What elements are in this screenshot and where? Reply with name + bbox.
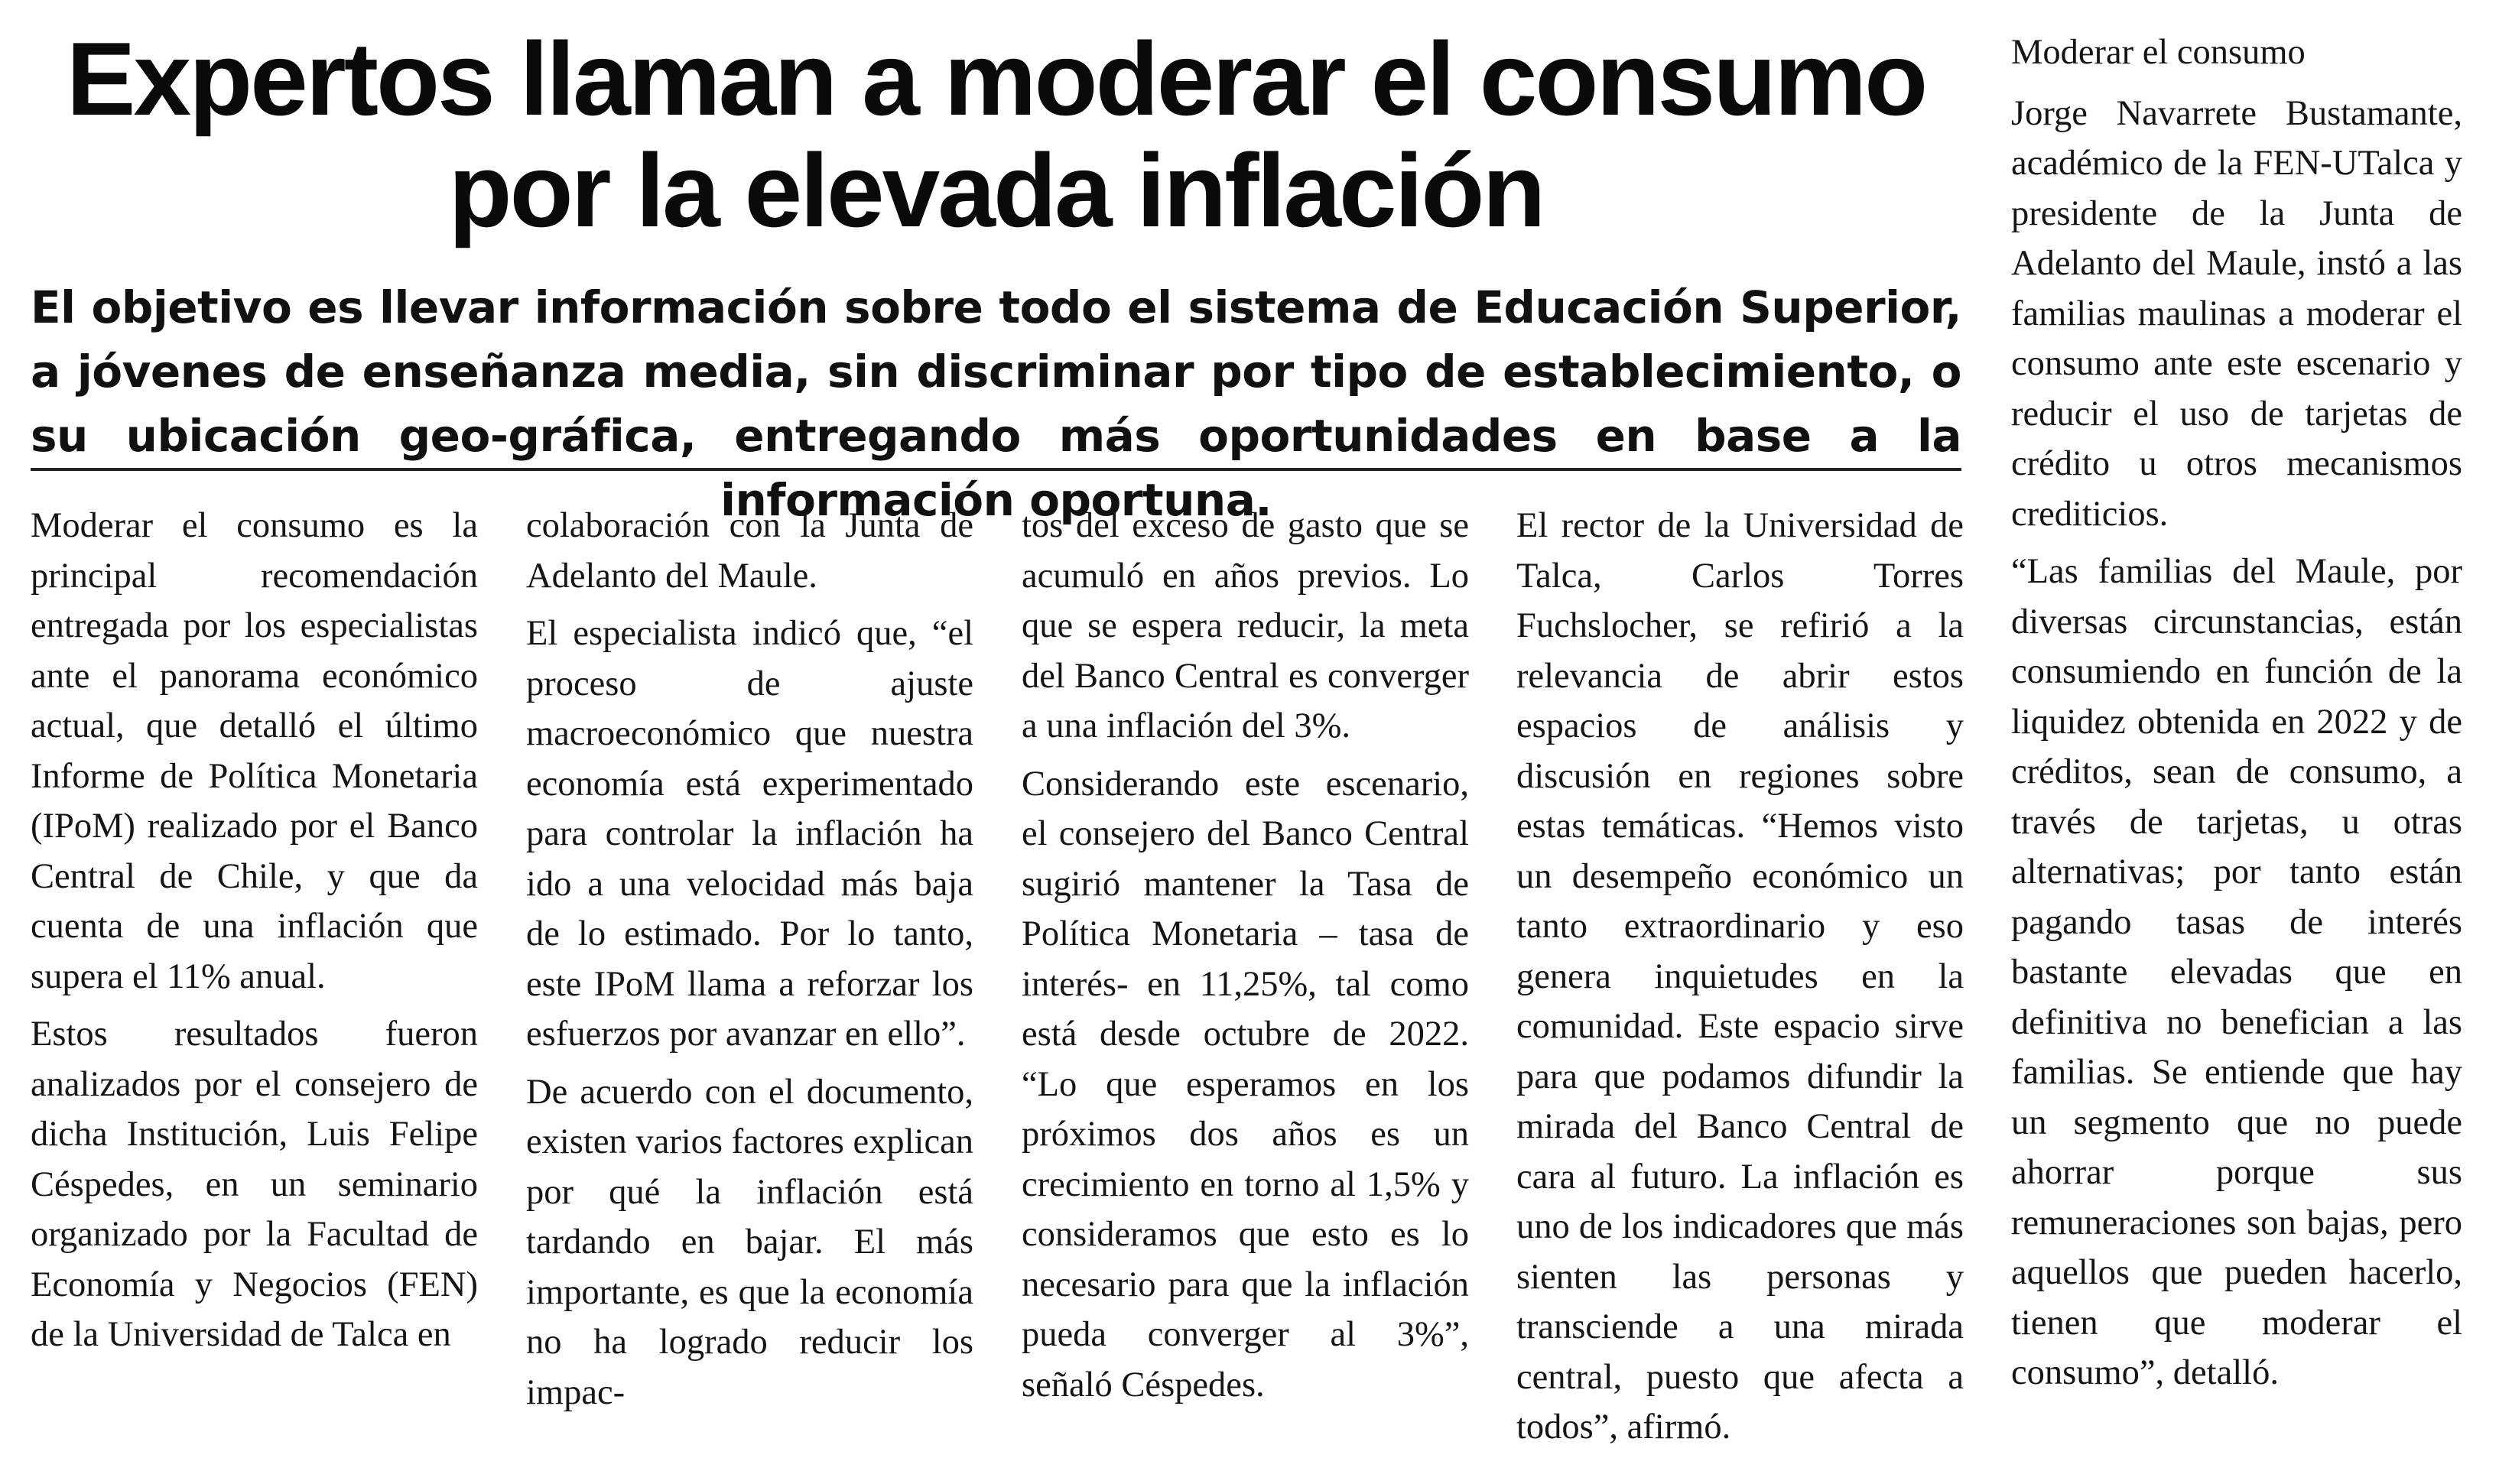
paragraph: Jorge Navarrete Bustamante, académico de la FEN-UTalca y presidente de la Junta de Adelanto del Maule, instó a las familias maulinas a moderar el consumo ante este escenario y reducir el uso de tarjetas de crédito u otros mecanismos crediticios. xyxy=(2011,93,2462,534)
paragraph: El rector de la Universidad de Talca, Carlos Torres Fuchslocher, se refirió a la relevancia de abrir estos espacios de análisis y discusión en regiones sobre estas temáticas. “Hemos visto un desempeño económico un tanto extraordinario y eso genera inquietudes en la comunidad. Este espacio sirve para que podamos difundir la mirada del Banco Central de cara al futuro. La inflación es uno de los indicadores que más sienten las personas y transciende a una mirada central, puesto que afecta a todos”, afirmó. xyxy=(1516,506,1964,1447)
article-column-1 xyxy=(31,501,478,1368)
paragraph: Estos resultados fueron analizados por el consejero de dicha Institución, Luis Felipe Céspedes, en un seminario organizado por la Facultad de Economía y Negocios (FEN) de la Universidad de Talca en xyxy=(31,1015,478,1354)
paragraph: Moderar el consumo es la principal recomendación entregada por los especialistas ante el panorama económico actual, que detalló el último Informe de Política Monetaria (IPoM) realizado por el Banco Central de Chile, y que da cuenta de una inflación que supera el 11% anual. xyxy=(31,506,478,996)
paragraph: colaboración con la Junta de Adelanto del Maule. xyxy=(526,506,973,596)
divider-rule xyxy=(31,468,1961,471)
headline: Expertos llaman a moderar el consumo por la elevada inflación xyxy=(66,21,1926,248)
subheadline: El objetivo es llevar información sobre todo el sistema de Educación Superior, a jóvenes de enseñanza media, sin discriminar por tipo de establecimiento, o su ubicación geo-gráfica, entregando más oportunidades en base a la información oportuna. xyxy=(31,281,1961,526)
article-column-2 xyxy=(526,501,973,1425)
sidebar-column xyxy=(2011,28,2462,1406)
paragraph: De acuerdo con el documento, existen varios factores explican por qué la inflación está tardando en bajar. El más importante, es que la economía no ha logrado reducir los impac- xyxy=(526,1072,973,1412)
sidebar-title: Moderar el consumo xyxy=(2011,33,2306,72)
paragraph: El especialista indicó que, “el proceso de ajuste macroeconómico que nuestra economía está experimentado para controlar la inflación ha ido a una velocidad más baja de lo estimado. Por lo tanto, este IPoM llama a reforzar los esfuerzos por avanzar en ello”. xyxy=(526,614,973,1054)
article-column-3 xyxy=(1022,501,1469,1417)
article-column-4 xyxy=(1516,501,1964,1460)
paragraph: tos del exceso de gasto que se acumuló en años previos. Lo que se espera reducir, la meta del Banco Central es converger a una inflación del 3%. xyxy=(1022,506,1469,745)
paragraph: “Las familias del Maule, por diversas circunstancias, están consumiendo en función de la liquidez obtenida en 2022 y de créditos, sean de consumo, a través de tarjetas, u otras alternativas; por tanto están pagando tasas de interés bastante elevadas que en definitiva no benefician a las familias. Se entiende que hay un segmento que no puede ahorrar porque sus remuneraciones son bajas, pero aquellos que pueden hacerlo, tienen que moderar el consumo”, detalló. xyxy=(2011,552,2462,1392)
paragraph: Considerando este escenario, el consejero del Banco Central sugirió mantener la Tasa de Política Monetaria – tasa de interés- en 11,25%, tal como está desde octubre de 2022. “Lo que esperamos en los próximos dos años es un crecimiento en torno al 1,5% y consideramos que esto es lo necesario para que la inflación pueda converger al 3%”, señaló Céspedes. xyxy=(1022,764,1469,1404)
